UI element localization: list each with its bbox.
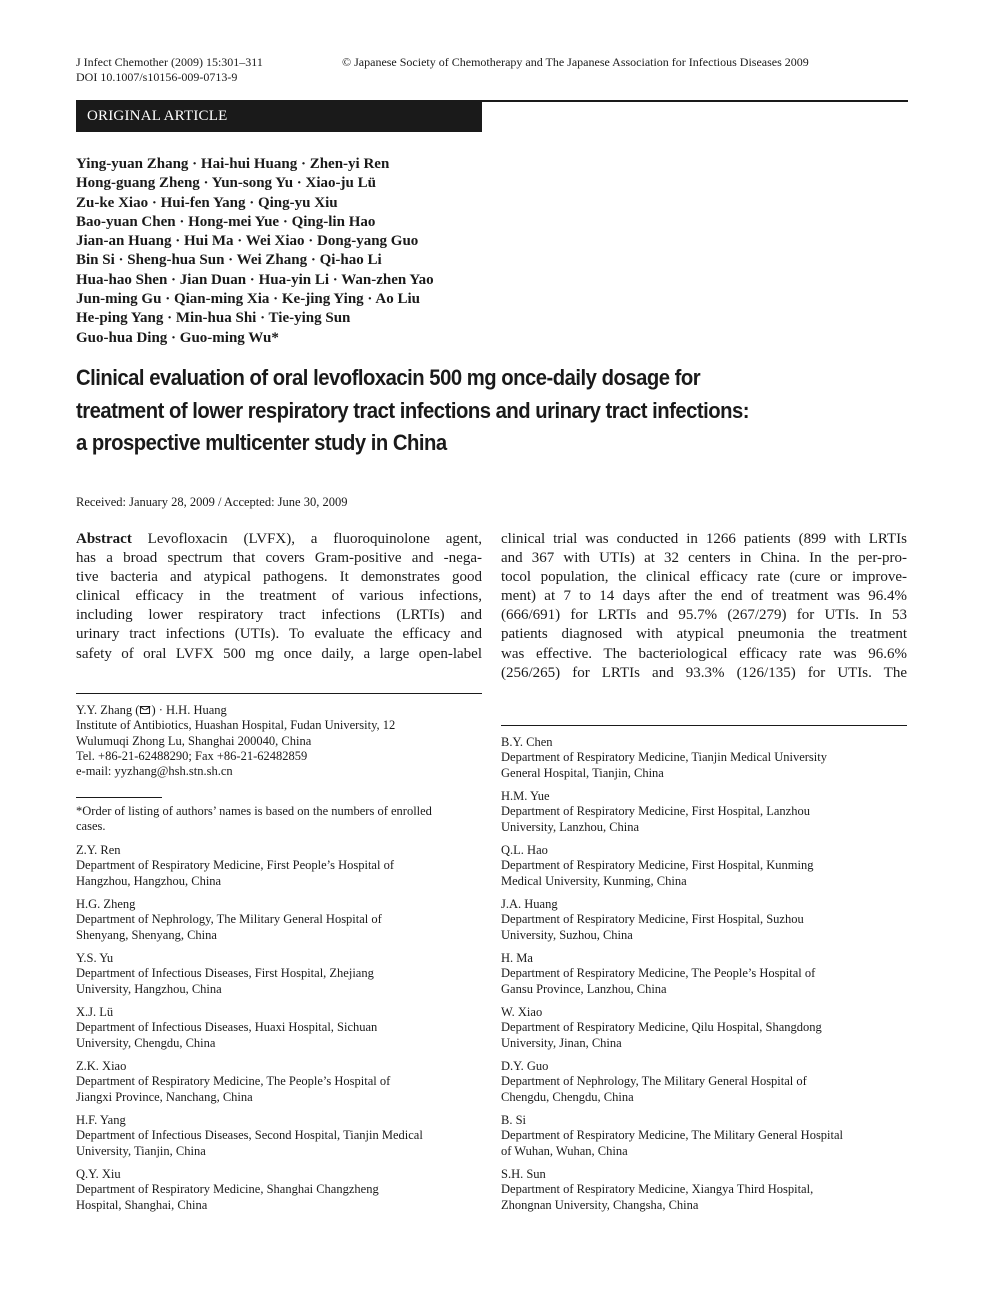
affiliation-line: University, Chengdu, China <box>76 1035 216 1050</box>
footnote-line: *Order of listing of authors’ names is based on the numbers of enrolled <box>76 804 432 818</box>
author-line: Hong-guang Zheng · Yun-song Yu · Xiao-ju Lü <box>76 175 376 192</box>
affiliation-entry <box>501 1167 813 1213</box>
affiliation-entry <box>76 1059 390 1105</box>
address-line: Institute of Antibiotics, Huashan Hospital, Fudan University, 12 <box>76 718 396 733</box>
affiliation-line: Department of Respiratory Medicine, The People’s Hospital of <box>501 966 816 981</box>
affiliation-line: Department of Respiratory Medicine, Qilu Hospital, Shangdong <box>501 1020 822 1035</box>
abstract-line: patients diagnosed with atypical pneumonia the treatment <box>501 626 907 642</box>
affiliation-entry <box>501 951 815 997</box>
affiliation-name: H.F. Yang <box>76 1113 126 1127</box>
affiliation-line: Chengdu, Chengdu, China <box>501 1089 634 1104</box>
affiliation-line: University, Lanzhou, China <box>501 819 640 834</box>
affiliation-name: Z.K. Xiao <box>76 1059 127 1073</box>
affiliation-line: Department of Respiratory Medicine, Tianjin Medical University <box>501 750 827 765</box>
affiliation-line: Department of Infectious Diseases, Second Hospital, Tianjin Medical <box>76 1128 423 1143</box>
affiliation-entry <box>501 1059 807 1105</box>
affiliation-line: Department of Respiratory Medicine, The Military General Hospital <box>501 1128 844 1143</box>
affiliation-line: University, Hangzhou, China <box>76 981 222 996</box>
author-list <box>76 155 434 348</box>
affiliation-entry <box>501 843 813 889</box>
address-line: Wulumuqi Zhong Lu, Shanghai 200040, China <box>76 733 312 748</box>
affiliation-line: Jiangxi Province, Nanchang, China <box>76 1089 253 1104</box>
received-accepted-dates: Received: January 28, 2009 / Accepted: June 30, 2009 <box>76 495 348 509</box>
affiliation-name: B.Y. Chen <box>501 735 553 749</box>
abstract-line: (256/265) for LRTIs and 93.3% (126/135) for UTIs. The <box>501 665 907 681</box>
abstract-line: safety of oral LVFX 500 mg once daily, a large open-label <box>76 646 482 662</box>
affiliation-line: Zhongnan University, Changsha, China <box>501 1197 699 1212</box>
abstract-first-line <box>76 530 482 549</box>
affiliation-name: H.G. Zheng <box>76 897 136 911</box>
affiliation-line: of Wuhan, Wuhan, China <box>501 1143 628 1158</box>
affiliation-name: H. Ma <box>501 951 533 965</box>
corresponding-author-names: Y.Y. Zhang ( ) · H.H. Huang <box>76 703 227 717</box>
abstract-line: clinical efficacy in the treatment of various infections, <box>76 588 482 604</box>
contact-email: e-mail: yyzhang@hsh.stn.sh.cn <box>76 764 233 779</box>
affiliation-name: B. Si <box>501 1113 527 1127</box>
affiliation-name: Q.L. Hao <box>501 843 548 857</box>
author-line: Bao-yuan Chen · Hong-mei Yue · Qing-lin Hao <box>76 213 376 230</box>
article-title <box>76 362 850 460</box>
affiliation-line: Department of Respiratory Medicine, First Hospital, Lanzhou <box>501 804 810 819</box>
author-line: Jian-an Huang · Hui Ma · Wei Xiao · Dong-yang Guo <box>76 233 419 250</box>
affiliation-line: Department of Respiratory Medicine, First People’s Hospital of <box>76 858 394 873</box>
abstract-line: and 367 with UTIs) at 32 centers in China. In the per-pro- <box>501 550 907 566</box>
abstract-line: has a broad spectrum that covers Gram-positive and -nega- <box>76 550 482 566</box>
affiliation-line: Department of Respiratory Medicine, The People’s Hospital of <box>76 1074 391 1089</box>
affiliation-line: Gansu Province, Lanzhou, China <box>501 981 667 996</box>
affiliation-entry <box>76 897 382 943</box>
affiliation-line: General Hospital, Tianjin, China <box>501 765 664 780</box>
affiliation-line: University, Tianjin, China <box>76 1143 206 1158</box>
affiliation-name: Q.Y. Xiu <box>76 1167 121 1181</box>
affiliation-name: Z.Y. Ren <box>76 843 121 857</box>
affiliation-entry <box>501 1113 843 1159</box>
affiliation-line: Department of Respiratory Medicine, First Hospital, Suzhou <box>501 912 804 927</box>
affiliation-line: University, Suzhou, China <box>501 927 633 942</box>
affiliation-entry <box>76 1113 423 1159</box>
abstract-label: Abstract <box>76 531 132 547</box>
affiliation-name: H.M. Yue <box>501 789 550 803</box>
copyright-notice: © Japanese Society of Chemotherapy and The Japanese Association for Infectious Diseases 2009 <box>342 55 809 69</box>
affiliation-line: Department of Respiratory Medicine, Shanghai Changzheng <box>76 1182 379 1197</box>
abstract-line: tive bacteria and atypical pathogens. It demonstrates good <box>76 569 482 585</box>
author-line: Jun-ming Gu · Qian-ming Xia · Ke-jing Ying · Ao Liu <box>76 291 420 308</box>
corresponding-author <box>76 703 395 779</box>
affiliation-entry <box>501 735 827 781</box>
affiliation-entry <box>501 1005 822 1051</box>
affiliation-entry <box>76 843 394 889</box>
affiliation-name: W. Xiao <box>501 1005 543 1019</box>
abstract-line: clinical trial was conducted in 1266 patients (899 with LRTIs <box>501 531 907 547</box>
title-line: treatment of lower respiratory tract infections and urinary tract infections: <box>76 397 750 423</box>
affiliation-entry <box>501 897 804 943</box>
footnote-rule-right <box>501 725 907 726</box>
author-line: Guo-hua Ding · Guo-ming Wu* <box>76 329 279 346</box>
affiliation-line: University, Jinan, China <box>501 1035 622 1050</box>
footnote-line: cases. <box>76 819 106 834</box>
affiliation-line: Shenyang, Shenyang, China <box>76 927 217 942</box>
affiliation-name: J.A. Huang <box>501 897 558 911</box>
footnote-short-rule <box>76 797 162 798</box>
affiliation-name: D.Y. Guo <box>501 1059 549 1073</box>
abstract-line: (666/691) for LRTIs and 95.7% (267/279) for UTIs. In 53 <box>501 607 907 623</box>
abstract-text: Levofloxacin (LVFX), a fluoroquinolone agent, <box>147 531 482 547</box>
affiliation-entry <box>76 951 374 997</box>
affiliation-line: Medical University, Kunming, China <box>501 873 687 888</box>
citation-line: J Infect Chemother (2009) 15:301–311 <box>76 55 263 69</box>
affiliation-line: Department of Nephrology, The Military General Hospital of <box>501 1074 807 1089</box>
article-type-banner: ORIGINAL ARTICLE <box>76 100 482 132</box>
envelope-icon <box>140 706 150 714</box>
affiliation-line: Hospital, Shanghai, China <box>76 1197 208 1212</box>
abstract-line: including lower respiratory tract infections (LRTIs) and <box>76 607 482 623</box>
title-line: a prospective multicenter study in China <box>76 430 447 455</box>
contact-phone: Tel. +86-21-62488290; Fax +86-21-62482859 <box>76 748 308 763</box>
title-line: Clinical evaluation of oral levofloxacin 500 mg once-daily dosage for <box>76 365 701 390</box>
author-line: He-ping Yang · Min-hua Shi · Tie-ying Sun <box>76 310 351 327</box>
affiliation-entry <box>76 1005 377 1051</box>
abstract-line: was effective. The bacteriological efficacy rate was 96.6% <box>501 646 907 662</box>
author-order-footnote <box>76 804 432 835</box>
abstract-line: urinary tract infections (UTIs). To evaluate the efficacy and <box>76 626 482 642</box>
doi-line: DOI 10.1007/s10156-009-0713-9 <box>76 70 238 84</box>
footnote-rule-left <box>76 693 482 694</box>
affiliation-name: X.J. Lü <box>76 1005 114 1019</box>
affiliation-name: S.H. Sun <box>501 1167 546 1181</box>
affiliation-line: Department of Nephrology, The Military General Hospital of <box>76 912 382 927</box>
affiliation-line: Hangzhou, Hangzhou, China <box>76 873 222 888</box>
author-line: Bin Si · Sheng-hua Sun · Wei Zhang · Qi-hao Li <box>76 252 382 269</box>
affiliation-entry <box>501 789 810 835</box>
affiliation-line: Department of Respiratory Medicine, Xiangya Third Hospital, <box>501 1182 814 1197</box>
abstract-line: tocol population, the clinical efficacy rate (cure or improve- <box>501 569 907 585</box>
affiliation-entry <box>76 1167 379 1213</box>
journal-citation <box>76 55 263 85</box>
author-line: Hua-hao Shen · Jian Duan · Hua-yin Li · Wan-zhen Yao <box>76 271 434 288</box>
author-line: Zu-ke Xiao · Hui-fen Yang · Qing-yu Xiu <box>76 194 338 211</box>
affiliation-name: Y.S. Yu <box>76 951 114 965</box>
affiliation-line: Department of Infectious Diseases, Huaxi Hospital, Sichuan <box>76 1020 378 1035</box>
abstract-line: ment) at 7 to 14 days after the end of treatment was 96.4% <box>501 588 907 604</box>
author-line: Ying-yuan Zhang · Hai-hui Huang · Zhen-yi Ren <box>76 156 390 172</box>
affiliation-line: Department of Infectious Diseases, First Hospital, Zhejiang <box>76 966 374 981</box>
affiliation-line: Department of Respiratory Medicine, First Hospital, Kunming <box>501 858 814 873</box>
